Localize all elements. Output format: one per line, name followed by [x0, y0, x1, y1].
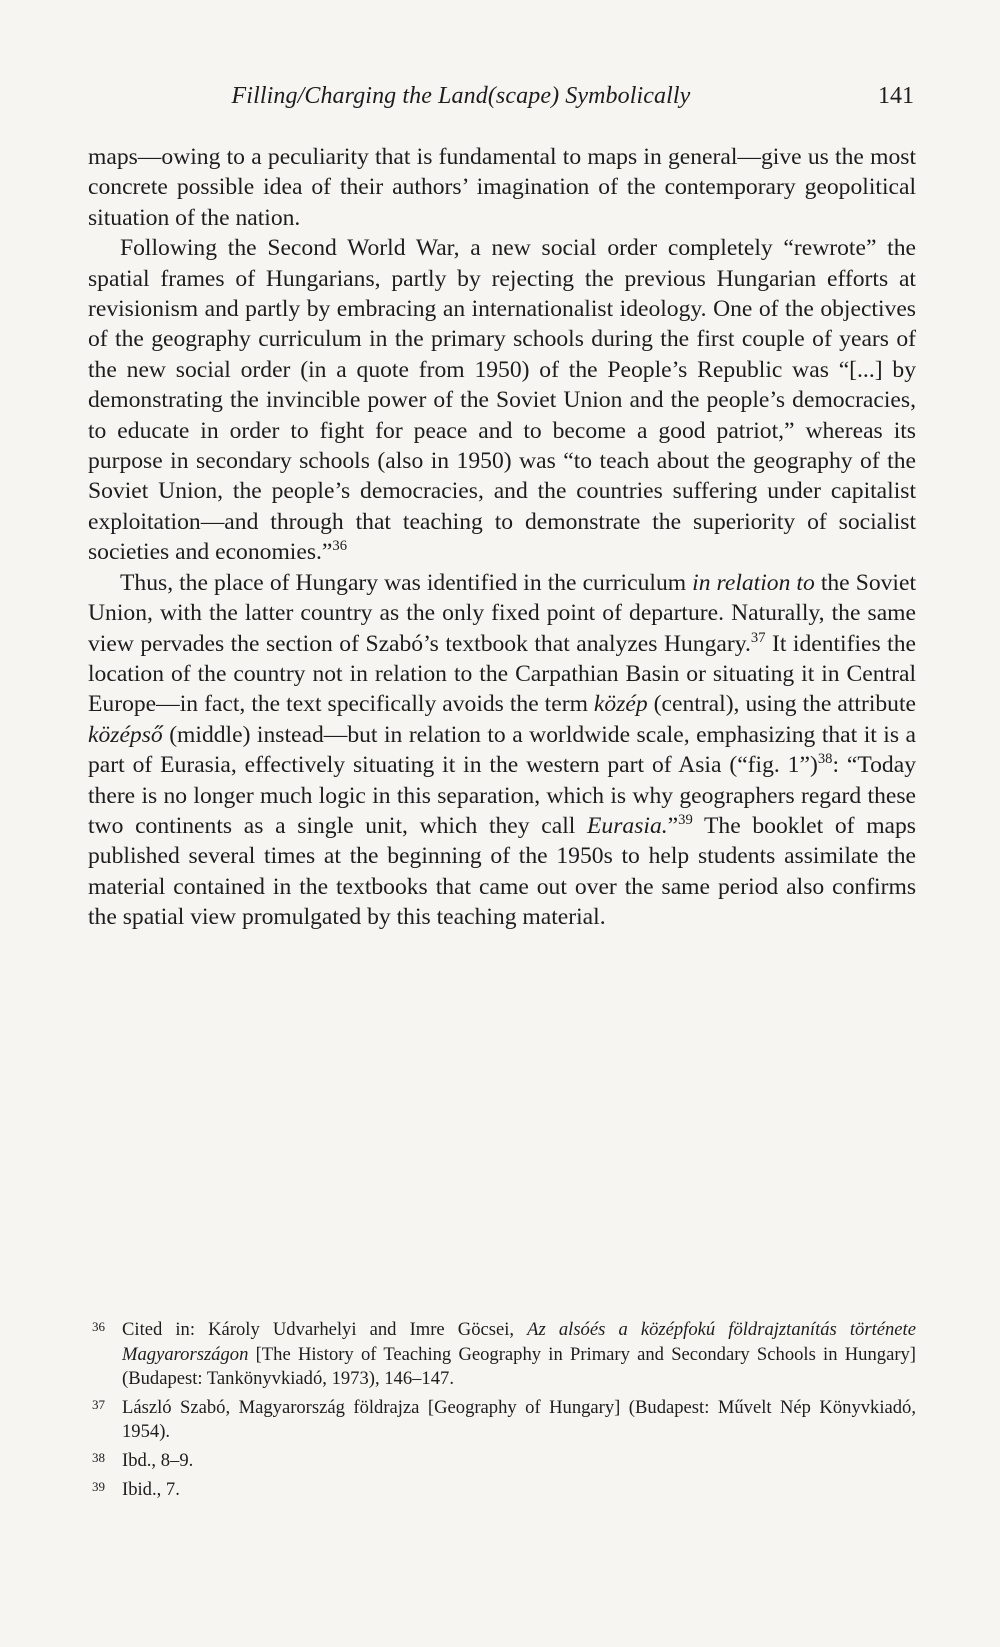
footnote-number: 38 [92, 1449, 106, 1465]
emphasis-text: középső [88, 721, 163, 748]
paragraph-text: : “Today there is no longer much logic in this separation, which is why geographers regard these two continents as a single unit, which they call [88, 752, 916, 839]
paragraph-text: the Soviet Union, with the latter country as the only fixed point of departure. Naturally, the same view pervades the section of Szabó’s textbook that analyzes Hungary. [88, 569, 916, 657]
footnote-38 [88, 1449, 916, 1474]
footnote-number: 36 [92, 1319, 106, 1334]
paragraph-text: Following the Second World War, a new social order completely “rewrote” the spatial frames of Hungarians, partly by rejecting the previous Hungarian efforts at revisionism and partly by embracing an internationalist ideology. One of the objectives of the geography curriculum in the primary schools during the first couple of years of the new social order (in a quote from 1950) of the People’s Republic was “[...] by demonstrating the invincible power of the Soviet Union and the people’s democracies, to educate in order to fight for peace and to become a good patriot,” whereas its purpose in secondary schools (also in 1950) was “to teach about the geography of the Soviet Union, the people’s democracies, and the countries suffering under capitalist exploitation—and through that teaching to demonstrate the superiority of socialist societies and economies.” [88, 235, 916, 566]
paragraph-continued [88, 142, 916, 233]
running-header [88, 78, 914, 114]
footnote-text: László Szabó, Magyarország földrajza [Geography of Hungary] (Budapest: Művelt Nép Könyvkiadó, 1954). [122, 1396, 916, 1443]
paragraph-text: (middle) instead—but in relation to a worldwide scale, emphasizing that it is a part of Eurasia, effectively situating it in the western part of Asia (“fig. 1”) [88, 721, 916, 779]
footnote-ref-39[interactable]: 39 [678, 811, 693, 828]
paragraph [88, 568, 916, 933]
footnote-number: 37 [92, 1396, 106, 1412]
footnote-37 [88, 1396, 916, 1445]
footnote-39 [88, 1478, 916, 1503]
footnote-text: Ibid., 7. [122, 1478, 180, 1500]
emphasis-text: in relation to [692, 569, 815, 596]
paragraph-text: ” [667, 812, 679, 839]
paragraph [88, 233, 916, 567]
paragraph-text: It identifies the location of the country not in relation to the Carpathian Basin or situating it in Central Europe—in fact, the text specifically avoids the term [88, 630, 916, 718]
footnote-ref-38[interactable]: 38 [817, 751, 833, 768]
body-text [88, 142, 916, 933]
footnote-text: Ibd., 8–9. [122, 1449, 194, 1471]
paragraph-text: The booklet of maps published several times at the beginning of the 1950s to help students assimilate the material contained in the textbooks that came out over the same period also confirms the spatial view promulgated by this teaching material. [88, 812, 916, 931]
footnotes [88, 1318, 916, 1506]
footnote-text: [The History of Teaching Geography in Primary and Secondary Schools in Hungary] (Budapest: Tankönyvkiadó, 1973), 146–147. [122, 1343, 916, 1390]
footnote-ref-37[interactable]: 37 [750, 629, 766, 646]
footnote-36 [88, 1318, 916, 1392]
running-title: Filling/Charging the Land(scape) Symbolically [231, 83, 691, 109]
paragraph-text: Thus, the place of Hungary was identified in the curriculum [120, 569, 693, 596]
footnote-ref-36[interactable]: 36 [332, 538, 347, 555]
page-number: 141 [878, 83, 914, 109]
paragraph-text: (central), using the attribute [647, 691, 917, 718]
footnote-title: Az alsóés a középfokú földrajztanítás története Magyarországon [122, 1319, 916, 1365]
footnote-number: 39 [92, 1478, 106, 1494]
emphasis-text: közép [593, 691, 648, 718]
paragraph-text: maps—owing to a peculiarity that is fundamental to maps in general—give us the most concrete possible idea of their authors’ imagination of the contemporary geopolitical situation of the nation. [88, 144, 916, 231]
footnote-text: Cited in: Károly Udvarhelyi and Imre Göcsei, [122, 1319, 528, 1340]
emphasis-text: Eurasia. [587, 812, 668, 839]
